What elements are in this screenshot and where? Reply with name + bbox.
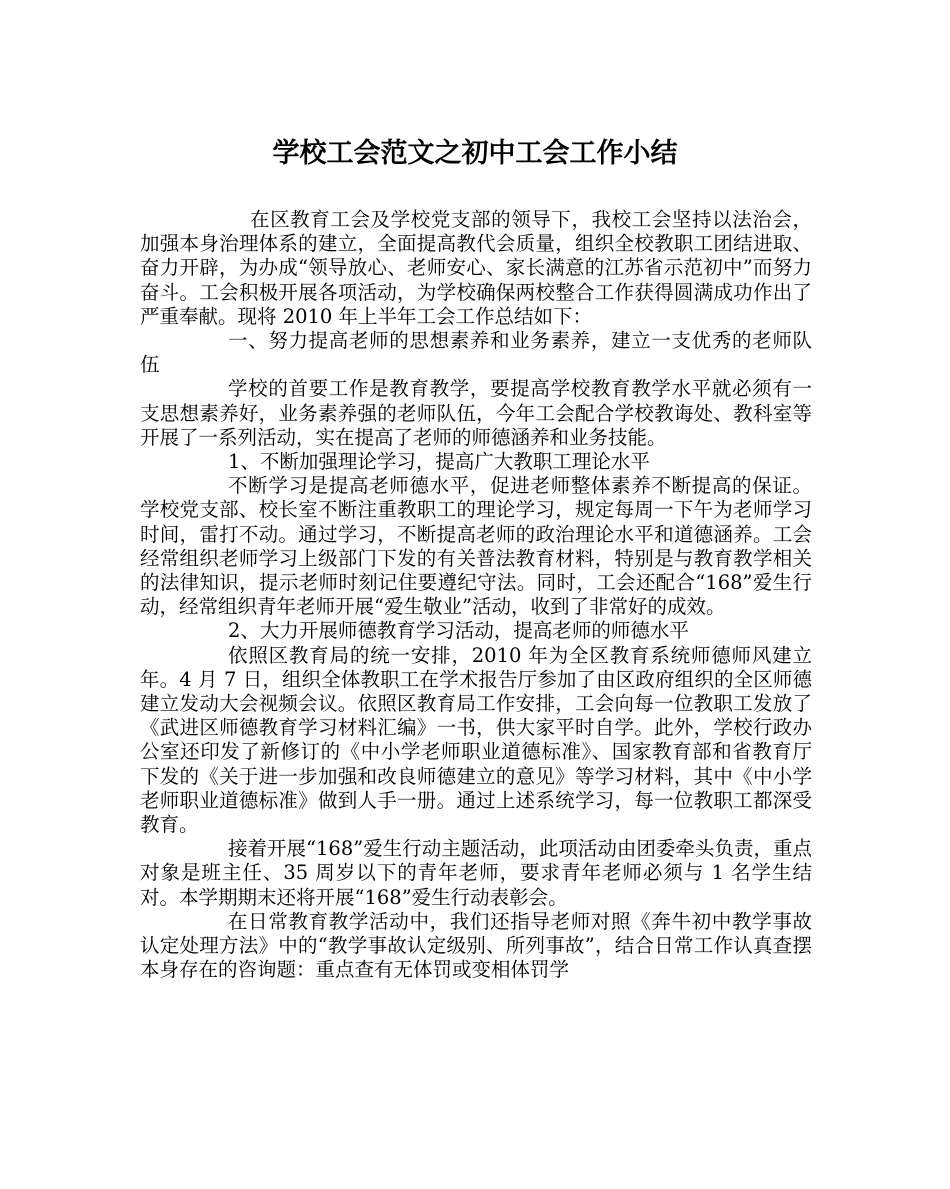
paragraph: 在日常教育教学活动中，我们还指导老师对照《奔牛初中教学事故认定处理方法》中的“教学事故认定级别、所列事故”，结合日常工作认真查摆本身存在的咨询题：重点查有无体罚或变相体罚学 <box>140 909 812 982</box>
paragraph: 学校的首要工作是教育教学，要提高学校教育教学水平就必须有一支思想素养好，业务素养强的老师队伍，今年工会配合学校教诲处、教科室等开展了一系列活动，实在提高了老师的师德涵养和业务技能。 <box>140 377 812 449</box>
paragraph-intro: 在区教育工会及学校党支部的领导下，我校工会坚持以法治会，加强本身治理体系的建立，全面提高教代会质量，组织全校教职工团结进取、奋力开辟，为办成“领导放心、老师安心、家长满意的江苏省示范初中”而努力奋斗。工会积极开展各项活动，为学校确保两校整合工作获得圆满成功作出了严重奉献。现将 2010 年上半年工会工作总结如下： <box>140 208 812 328</box>
document-title: 学校工会范文之初中工会工作小结 <box>272 138 678 169</box>
paragraph: 不断学习是提高老师德水平，促进老师整体素养不断提高的保证。学校党支部、校长室不断注重教职工的理论学习，规定每周一下午为老师学习时间，雷打不动。通过学习，不断提高老师的政治理论水平和道德涵养。工会经常组织老师学习上级部门下发的有关普法教育材料，特别是与教育教学相关的法律知识，提示老师时刻记住要遵纪守法。同时，工会还配合“168”爱生行动，经常组织青年老师开展“爱生敬业”活动，收到了非常好的成效。 <box>140 474 812 619</box>
paragraph: 依照区教育局的统一安排，2010 年为全区教育系统师德师风建立年。4 月 7 日，组织全体教职工在学术报告厅参加了由区政府组织的全区师德建立发动大会视频会议。依照区教育局工作安排，工会向每一位教职工发放了《武进区师德教育学习材料汇编》一书，供大家平时自学。此外，学校行政办公室还印发了新修订的《中小学老师职业道德标准》、国家教育部和省教育厅下发的《关于进一步加强和改良师德建立的意见》等学习材料，其中《中小学老师职业道德标准》做到人手一册。通过上述系统学习，每一位教职工都深受教育。 <box>140 643 812 837</box>
section-heading-1: 一、努力提高老师的思想素养和业务素养，建立一支优秀的老师队伍 <box>140 329 812 377</box>
subsection-heading-1: 1、不断加强理论学习，提高广大教职工理论水平 <box>228 450 650 474</box>
document-body <box>140 208 812 983</box>
paragraph: 接着开展“168”爱生行动主题活动，此项活动由团委牵头负责，重点对象是班主任、35 周岁以下的青年老师，要求青年老师必须与 1 名学生结对。本学期期末还将开展“168”爱生行动表彰会。 <box>140 837 812 909</box>
subsection-heading-2: 2、大力开展师德教育学习活动，提高老师的师德水平 <box>228 619 689 643</box>
